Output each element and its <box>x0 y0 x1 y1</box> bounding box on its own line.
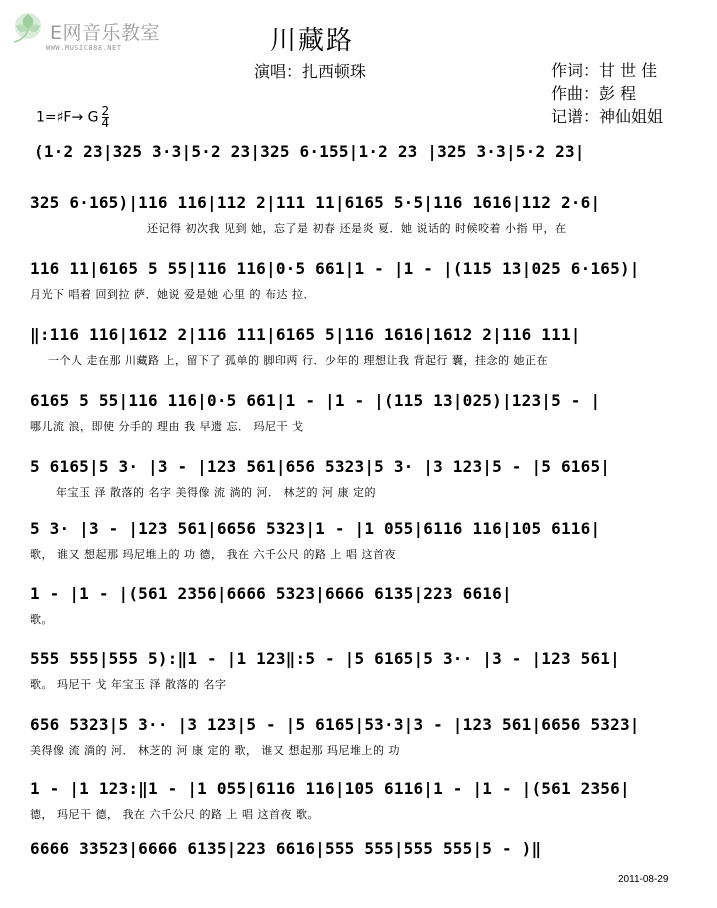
score-line-10-lyrics: 美得像 流 淌的 河． 林芝的 河 康 定的 歌， 谁又 想起那 玛尼堆上的 功 <box>30 744 400 757</box>
score-line-8-lyrics: 歌。 <box>30 613 53 626</box>
singer-credit: 演唱：扎西顿珠 <box>254 62 367 81</box>
score-line-11-lyrics: 德， 玛尼干 德， 我在 六千公尺 的路 上 唱 这首夜 歌。 <box>30 808 319 821</box>
score-line-9-notes: 555 555|555 5):‖1 - |1 123‖:5 - |5 6165|5 3·· |3 - |123 561| <box>30 649 620 668</box>
score-line-5-lyrics: 哪儿流 浪，即使 分手的 理由 我 早遗 忘． 玛尼干 戈 <box>30 420 304 433</box>
score-line-4-notes: ‖:116 116|1612 2|116 111|6165 5|116 1616|1612 2|116 111| <box>30 325 581 344</box>
score-line-7-lyrics: 歌， 谁又 想起那 玛尼堆上的 功 德， 我在 六千公尺 的路 上 唱 这首夜 <box>30 548 396 561</box>
score-line-7-notes: 5 3· |3 - |123 561|6656 5323|1 - |1 055|6116 116|105 6116| <box>30 519 601 538</box>
date-stamp: 2011-08-29 <box>618 874 669 885</box>
score-line-9-lyrics: 歌。 玛尼干 戈 年宝玉 泽 散落的 名字 <box>30 678 227 691</box>
score-line-1-notes: (1·2 23|325 3·3|5·2 23|325 6·155|1·2 23 |325 3·3|5·2 23| <box>34 142 585 161</box>
score-line-3-lyrics: 月光下 唱着 回到拉 萨．她说 爱是她 心里 的 布达 拉． <box>30 288 315 301</box>
site-logo <box>4 6 184 58</box>
composer-credit: 作曲：彭 程 <box>551 84 637 103</box>
score-line-2-notes: 325 6·165)|116 116|112 2|111 11|6165 5·5|116 1616|112 2·6| <box>30 193 601 212</box>
score-line-12-notes: 6666 33523|6666 6135|223 6616|555 555|555 555|5 - )‖ <box>30 839 542 858</box>
score-line-4-lyrics: 一个人 走在那 川藏路 上，留下了 孤单的 脚印两 行．少年的 理想让我 背起行 囊，挂念的 她正在 <box>48 354 548 367</box>
lyricist-credit: 作词：甘 世 佳 <box>551 61 658 80</box>
song-title: 川藏路 <box>270 26 355 56</box>
score-line-6-lyrics: 年宝玉 泽 散落的 名字 美得像 流 淌的 河． 林芝的 河 康 定的 <box>56 486 376 499</box>
key-signature <box>36 106 109 129</box>
score-line-3-notes: 116 11|6165 5 55|116 116|0·5 661|1 - |1 - |(115 13|025 6·165)| <box>30 259 640 278</box>
score-line-10-notes: 656 5323|5 3·· |3 123|5 - |5 6165|53·3|3 - |123 561|6656 5323| <box>30 715 640 734</box>
score-line-5-notes: 6165 5 55|116 116|0·5 661|1 - |1 - |(115 13|025)|123|5 - | <box>30 391 601 410</box>
site-brand: E网音乐教室 <box>50 22 161 44</box>
score-line-8-notes: 1 - |1 - |(561 2356|6666 5323|6666 6135|223 6616| <box>30 584 512 603</box>
site-url: WWW.MUSIC888.NET <box>46 44 122 52</box>
score-line-11-notes: 1 - |1 123:‖1 - |1 055|6116 116|105 6116|1 - |1 - |(561 2356| <box>30 779 630 798</box>
time-denominator: 4 <box>101 116 110 130</box>
flower-logo-icon <box>8 8 48 48</box>
score-line-2-lyrics: 还记得 初次我 见到 她，忘了是 初春 还是炎 夏．她 说话的 时候咬着 小指 甲，在 <box>147 222 567 235</box>
time-numerator: 2 <box>101 104 110 118</box>
time-signature <box>102 106 110 129</box>
transcriber-credit: 记谱：神仙姐姐 <box>551 107 664 126</box>
score-line-6-notes: 5 6165|5 3· |3 - |123 561|656 5323|5 3· |3 123|5 - |5 6165| <box>30 457 611 476</box>
key-text: 1=♯F→ G <box>36 109 99 126</box>
